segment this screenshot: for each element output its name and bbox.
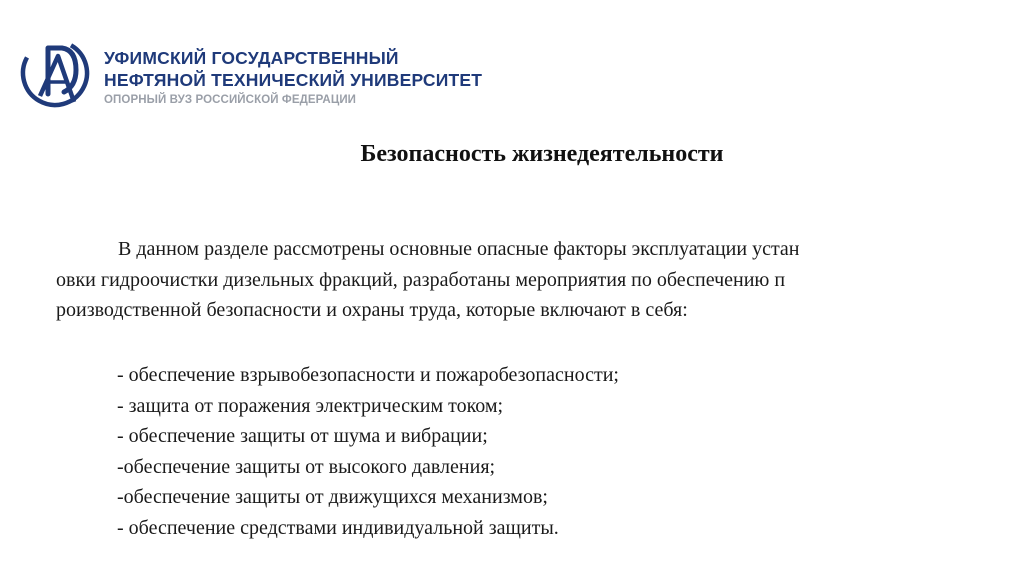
list-item: - обеспечение средствами индивидуальной защиты. <box>117 516 559 539</box>
paragraph-line: В данном разделе рассмотрены основные опасные факторы эксплуатации устан <box>118 238 800 260</box>
list-item: - обеспечение взрывобезопасности и пожаробезопасности; <box>117 364 619 386</box>
paragraph-line: овки гидроочистки дизельных фракций, разработаны мероприятия по обеспечению п <box>56 268 786 291</box>
organization-name-line2: НЕФТЯНОЙ ТЕХНИЧЕСКИЙ УНИВЕРСИТЕТ <box>104 70 483 90</box>
list-item: -обеспечение защиты от высокого давления; <box>117 455 496 478</box>
organization-tagline: ОПОРНЫЙ ВУЗ РОССИЙСКОЙ ФЕДЕРАЦИИ <box>104 94 357 106</box>
organization-name-block <box>104 47 482 108</box>
list-item: - обеспечение защиты от шума и вибрации; <box>117 425 488 448</box>
measures-list <box>117 360 619 544</box>
list-item: -обеспечение защиты от движущихся механизмов; <box>117 486 548 509</box>
university-emblem-icon <box>18 36 98 110</box>
page-title: Безопасность жизнедеятельности <box>360 141 724 167</box>
organization-name-line1: УФИМСКИЙ ГОСУДАРСТВЕННЫЙ <box>104 48 399 68</box>
paragraph-line: роизводственной безопасности и охраны труда, которые включают в себя: <box>56 299 688 321</box>
list-item: - защита от поражения электрическим током; <box>117 394 504 417</box>
intro-paragraph <box>56 234 996 326</box>
